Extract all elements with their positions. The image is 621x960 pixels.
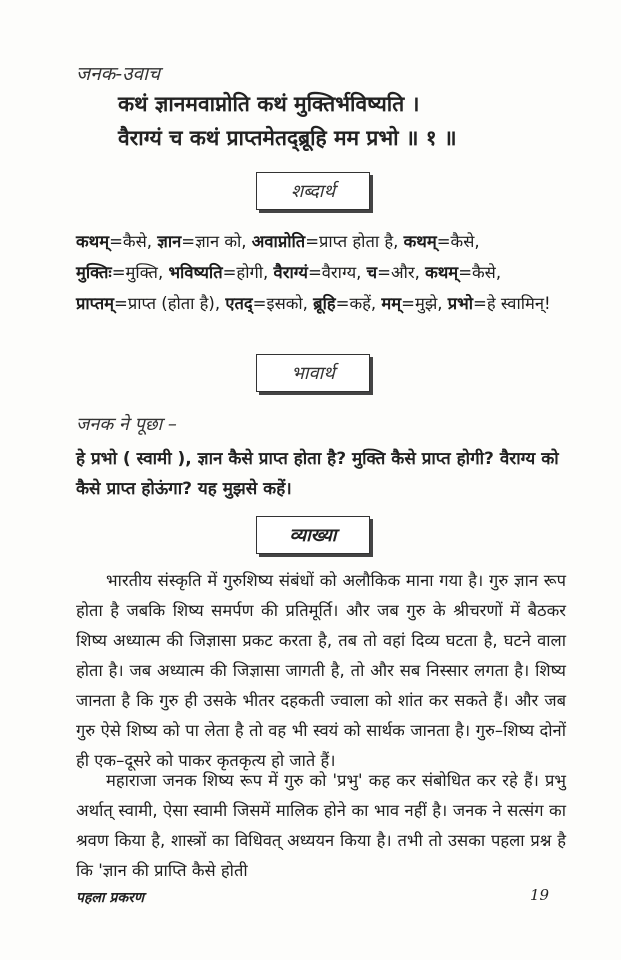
gloss-meaning: =होगी, [222,263,274,282]
question-intro: जनक ने पूछा – [76,414,177,435]
commentary-paragraph [76,766,566,886]
gloss-meaning: =कैसे, [458,263,502,282]
heading-bhavarth [256,354,370,392]
gloss-term: मुक्तिः [76,263,112,282]
gloss-meaning: =कैसे, [436,232,480,251]
gloss-term: मम् [381,294,402,313]
gloss-term: ब्रूहि [313,294,336,313]
heading-shabdarth-text: शब्दार्थ [291,181,335,202]
commentary-paragraph-text: महाराजा जनक शिष्य रूप में गुरु को 'प्रभु' कह कर संबोधित कर रहे हैं। प्रभु अर्थात् स्वामी, ऐसा स्वामी जिसमें मालिक होने का भाव नहीं है। जनक ने सत्संग का श्रवण किया है, शास्त्रों का विधिवत् अध्ययन किया है। तभी तो उसका पहला प्रश्न है कि 'ज्ञान की प्राप्ति कैसे होती [76,771,566,880]
gloss-meaning: =प्राप्त (होता है), [114,294,226,313]
gloss-meaning: =हे स्वामिन्! [473,294,551,313]
gloss-term: अवाप्नोति [251,232,306,251]
gloss-meaning: =और, [377,263,426,282]
gloss-term: वैराग्यं [273,263,308,282]
gloss-term: प्राप्तम् [76,294,115,313]
gloss-meaning: =मुक्ति, [111,263,169,282]
gloss-term: कथम् [403,232,437,251]
gloss-term: च [366,263,378,282]
heading-shabdarth [256,172,370,210]
verse-line-2: वैराग्यं च कथं प्राप्तमेतद्ब्रूहि मम प्रभो ॥ १ ॥ [118,126,457,150]
commentary-paragraph-text: भारतीय संस्कृति में गुरुशिष्य संबंधों को अलौकिक माना गया है। गुरु ज्ञान रूप होता है जबकि शिष्य समर्पण की प्रतिमूर्ति। और जब गुरु के श्रीचरणों में बैठकर शिष्य अध्यात्म की जिज्ञासा प्रकट करता है, तब तो वहां दिव्य घटता है, घटने वाला होता है। जब अध्यात्म की जिज्ञासा जागती है, तो और सब निस्सार लगता है। शिष्य जानता है कि गुरु ही उसके भीतर दहकती ज्वाला को शांत कर सकते हैं। और जब गुरु ऐसे शिष्य को पा लेता है तो वह भी स्वयं को सार्थक जानता है। गुरु–शिष्य दोनों ही एक–दूसरे को पाकर कृतकृत्य हो जाते हैं। [76,571,566,770]
gloss-meaning: =इसको, [252,294,314,313]
gloss-term: कथम् [76,232,110,251]
speaker-label: जनक-उवाच [76,63,161,85]
gloss-meaning: =मुझे, [401,294,448,313]
heading-vyakhya [256,516,370,554]
commentary-paragraph [76,566,566,776]
word-meanings [76,226,554,319]
gloss-term: भविष्यति [168,263,223,282]
chapter-footer: पहला प्रकरण [76,890,144,906]
gloss-term: एतद् [225,294,253,313]
page-number: 19 [530,886,550,904]
gloss-meaning: =कहें, [335,294,382,313]
gloss-term: ज्ञान [157,232,182,251]
gloss-meaning: =वैराग्य, [307,263,367,282]
gloss-term: प्रभो [447,294,474,313]
heading-vyakhya-text: व्याख्या [289,525,337,546]
heading-bhavarth-text: भावार्थ [291,363,335,384]
gloss-meaning: =प्राप्त होता है, [305,232,404,251]
verse-line-1: कथं ज्ञानमवाप्नोति कथं मुक्तिर्भविष्यति । [118,92,420,116]
meaning-text: हे प्रभो ( स्वामी ), ज्ञान कैसे प्राप्त होता है? मुक्ति कैसे प्राप्त होगी? वैराग्य को कैसे प्राप्त होऊंगा? यह मुझसे कहें। [76,449,559,499]
gloss-meaning: =कैसे, [109,232,158,251]
gloss-meaning: =ज्ञान को, [181,232,252,251]
gloss-term: कथम् [425,263,459,282]
